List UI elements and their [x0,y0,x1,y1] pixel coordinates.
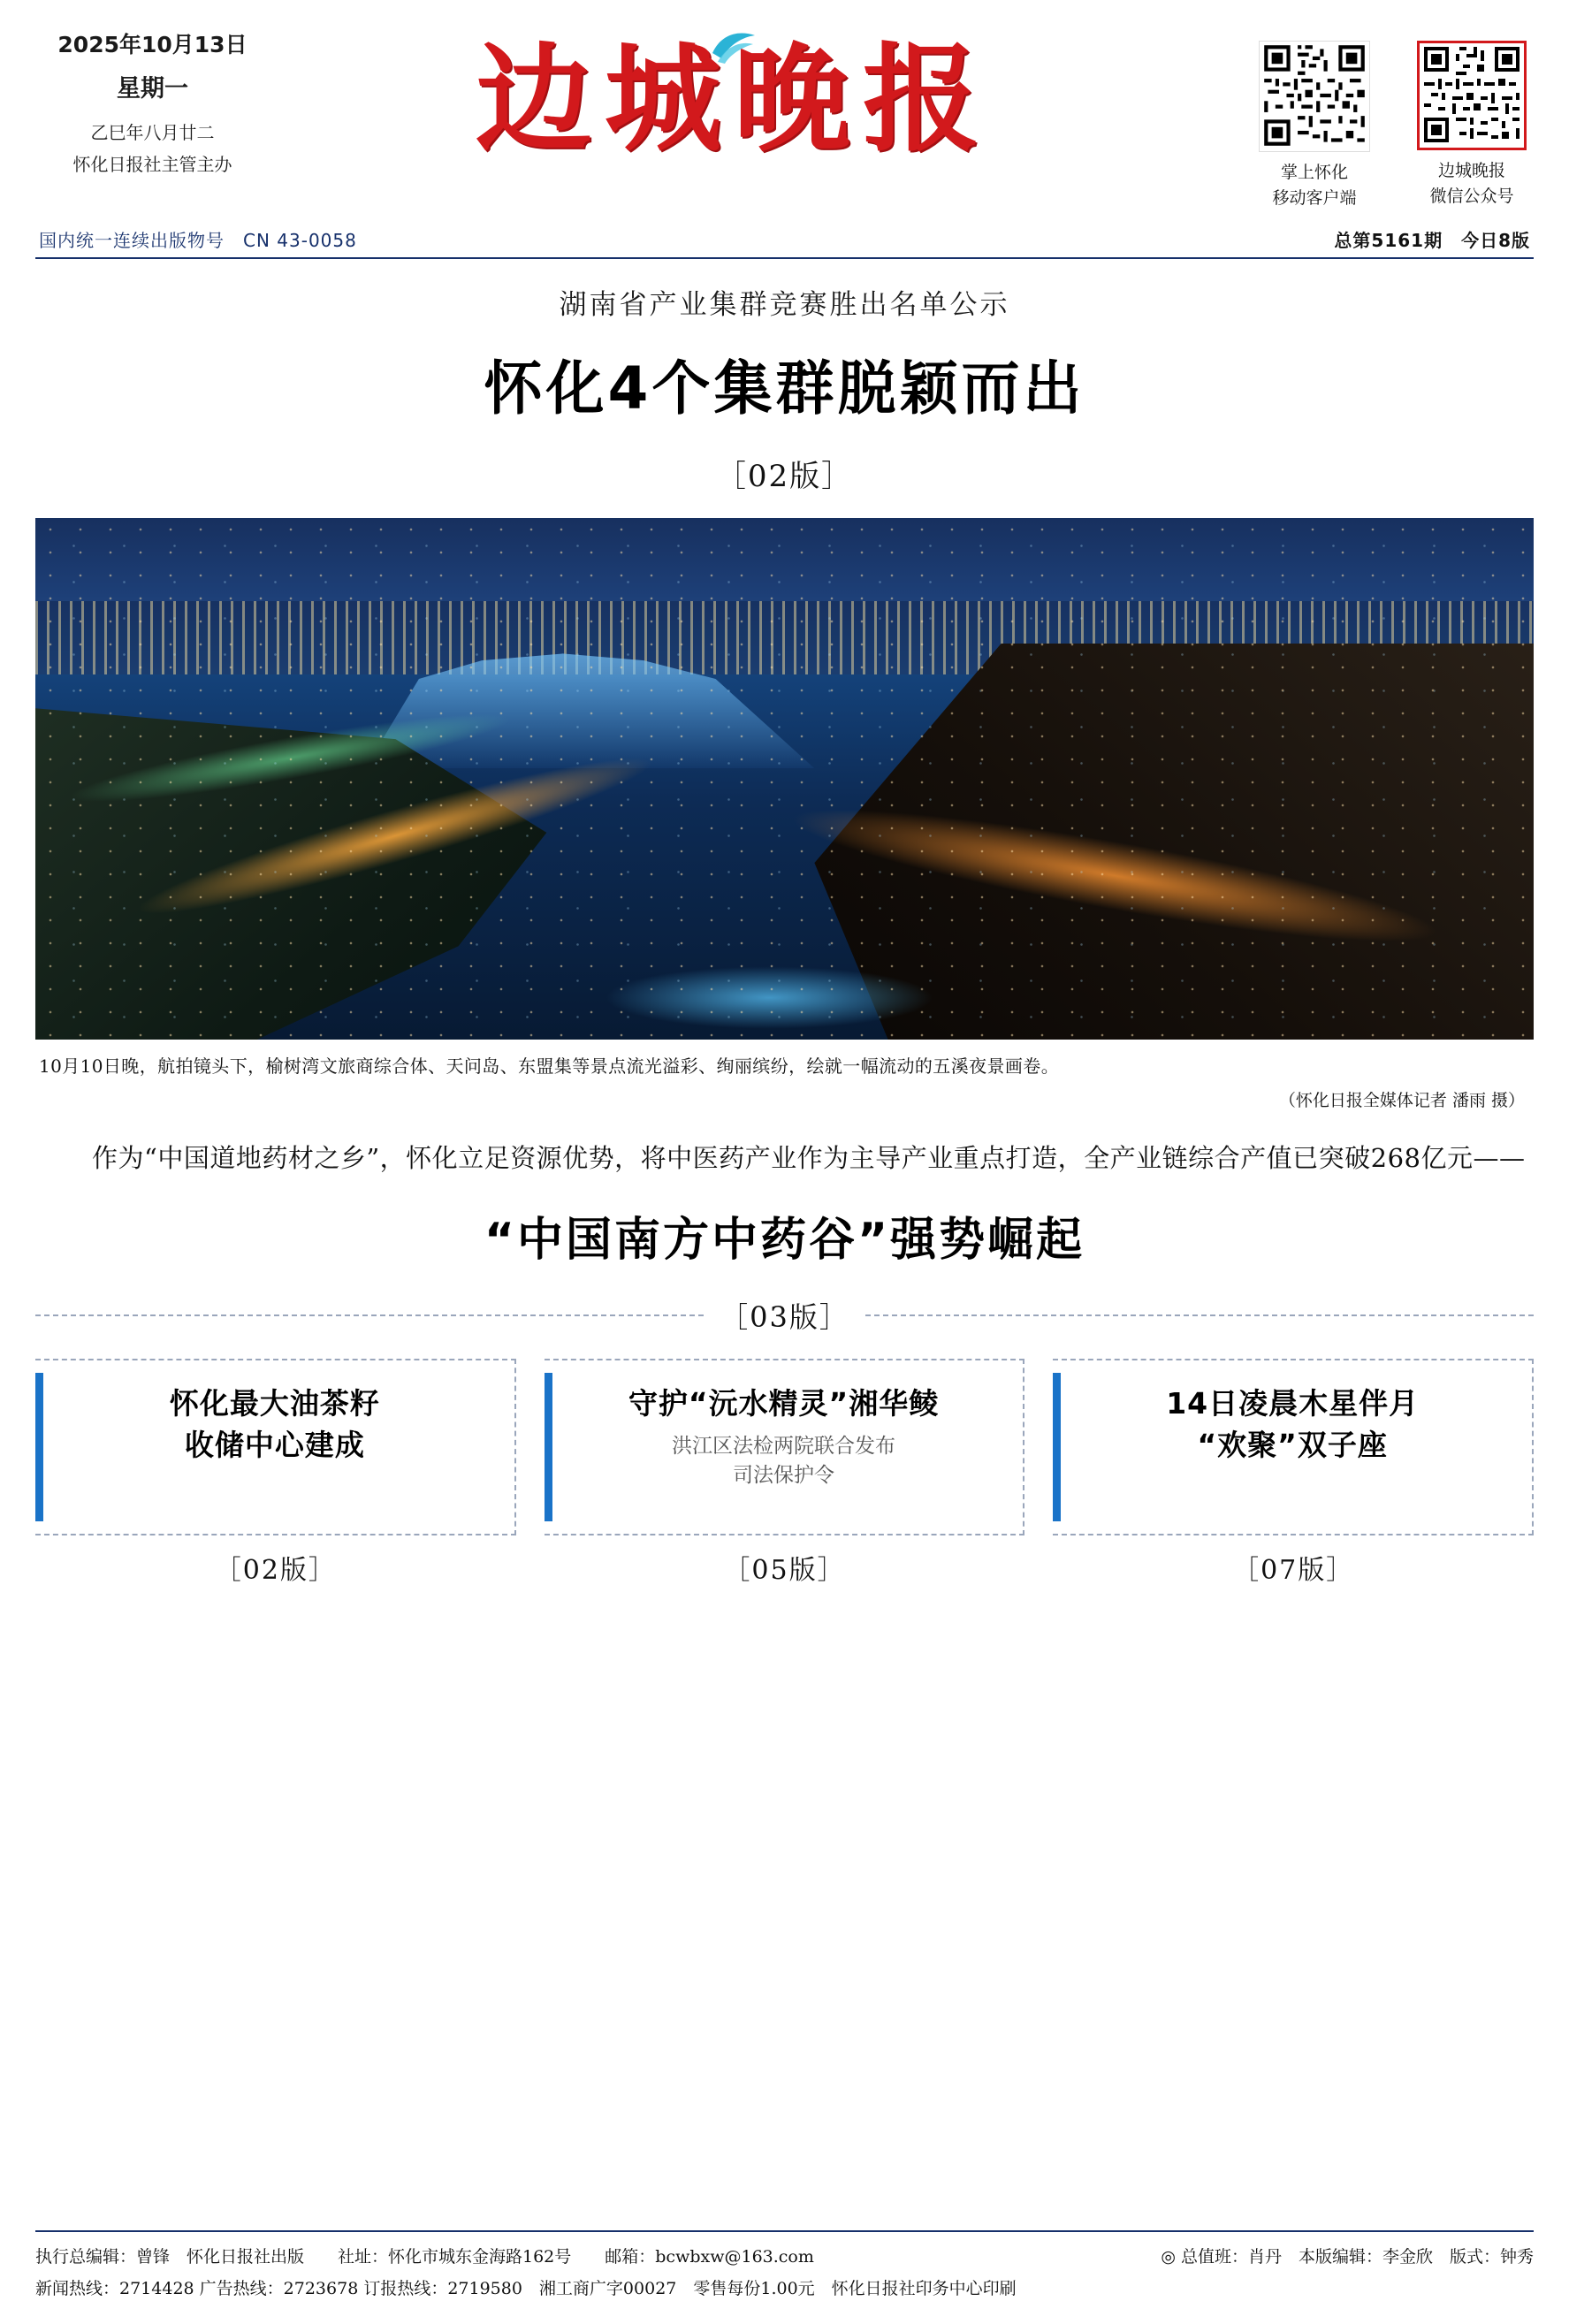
lead-kicker: 湖南省产业集群竞赛胜出名单公示 [559,289,1010,321]
divider-left [35,1314,704,1316]
qr-block [1198,23,1534,210]
teaser-title-1: 怀化最大油茶籽 收储中心建成 [169,1385,380,1462]
publication-info-row [35,225,1534,259]
date-lunar: 乙巳年八月廿二 [90,121,215,143]
teaser-boxes [35,1359,1534,1535]
wechat-qr-caption: 边城晚报 微信公众号 [1429,161,1514,206]
second-lead-intro-text: 作为“中国道地药材之乡”，怀化立足资源优势，将中医药产业作为主导产业重点打造，全产业链综合产值已突破268亿元—— [92,1143,1526,1173]
publisher-line: 怀化日报社主管主办 [72,153,232,175]
photo-city-lights [35,518,1534,1040]
footer-row [35,2241,1534,2305]
teaser-page-refs [35,1548,1534,1587]
teaser-page-ref-3[interactable]: ［07版］ [1232,1554,1355,1586]
teaser-title-2: 守护“沅水精灵”湘华鲮 [628,1385,940,1421]
teaser-subtitle-2: 洪江区法检两院联合发布 司法保护令 [672,1434,895,1488]
front-page-photo [35,518,1534,1040]
photo-credit: （怀化日报全媒体记者 潘雨 摄） [1278,1091,1525,1110]
logo-text: 边城晚报 [476,31,992,168]
newspaper-logo [270,23,1198,168]
wave-emblem-icon [707,27,760,67]
divider-right [865,1314,1534,1316]
app-qr-caption: 掌上怀化 移动客户端 [1272,163,1357,208]
date-weekday: 星期一 [117,74,188,103]
teaser-title-3: 14日凌晨木星伴月 “欢聚”双子座 [1166,1385,1420,1462]
app-qr-icon [1259,41,1370,152]
teaser-box-3[interactable] [1053,1359,1534,1535]
footer-line-1: 执行总编辑：曾锋 怀化日报社出版 社址：怀化市城东金海路162号 邮箱：bcwbxw@163.com [35,2246,814,2267]
teaser-page-ref-2[interactable]: ［05版］ [723,1554,846,1586]
footer-left-column [35,2241,1139,2305]
issue-info: 总第5161期 今日8版 [1334,230,1530,251]
lead-story [35,259,1534,495]
teaser-box-1[interactable] [35,1359,516,1535]
photo-caption: 10月10日晚，航拍镜头下，榆树湾文旅商综合体、天问岛、东盟集等景点流光溢彩、绚丽缤纷，绘就一幅流动的五溪夜景画卷。 [39,1055,1060,1077]
teaser-box-2[interactable] [545,1359,1025,1535]
footer-line-2: 新闻热线：2714428 广告热线：2723678 订报热线：2719580 湘工商广字00027 零售每份1.00元 怀化日报社印务中心印刷 [35,2278,1017,2298]
second-lead-headline[interactable]: “中国南方中药谷”强势崛起 [484,1213,1085,1267]
lead-headline[interactable]: 怀化4个集群脱颖而出 [484,354,1085,423]
teaser-page-ref-1[interactable]: ［02版］ [214,1554,337,1586]
date-gregorian: 2025年10月13日 [57,32,248,57]
masthead [35,0,1534,221]
app-qr-item[interactable] [1253,41,1376,210]
wechat-qr-item[interactable] [1410,41,1534,210]
page-footer [35,2230,1534,2305]
second-lead-intro [35,1138,1534,1179]
wechat-qr-icon [1417,41,1527,150]
lead-page-ref[interactable]: ［02版］ [715,459,854,494]
footer-credits: ◎ 总值班：肖丹 本版编辑：李金欣 版式：钟秀 [1161,2246,1534,2267]
second-lead-page-ref[interactable]: ［03版］ [720,1299,849,1334]
issn-info: 国内统一连续出版物号 CN 43-0058 [39,230,357,251]
second-lead-story [35,1138,1534,1336]
second-lead-page-row [35,1295,1534,1336]
date-block [35,23,270,179]
